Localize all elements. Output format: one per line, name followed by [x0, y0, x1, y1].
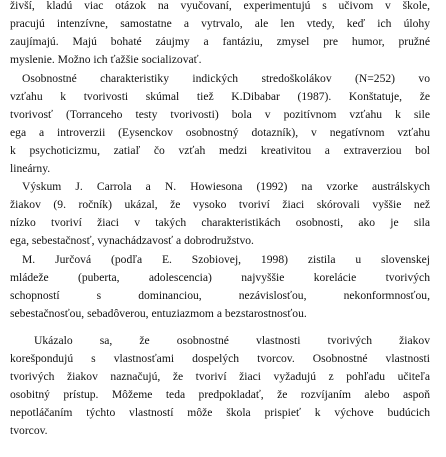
text-line: lineárny. [10, 162, 51, 175]
text-line: schopností s dominanciou, nezávislosťou, nekonformnosťou, [10, 289, 430, 302]
text-line: pracujú intenzívne, samostatne a vytrvalo, ale len vtedy, keď ich úlohy [10, 17, 430, 30]
paragraph-start-line: Výskum J. Carrola a N. Howiesona (1992) na vzorke austrálskych [22, 180, 430, 193]
text-line: k psychoticizmu, zatiaľ čo vzťah medzi kreativitou a extraverziou bol [10, 144, 430, 157]
text-line: osobitný prístup. Môžeme teda predpokladať, že rozvíjaním alebo aspoň [10, 388, 430, 401]
text-line: korešpondujú s vlastnosťami dospelých tvorcov. Osobnostné vlastnosti [10, 352, 430, 365]
text-line: myslenie. Možno ich ťažšie socializovať. [10, 53, 202, 66]
paragraph-start-line: Ukázalo sa, že osobnostné vlastnosti tvorivých žiakov [34, 334, 430, 347]
paragraph-start-line: Osobnostné charakteristiky indických stredoškolákov (N=252) vo [22, 72, 430, 85]
text-line: žiakov (9. ročník) ukázal, že vysoko tvoriví žiaci skórovali vyššie než [10, 198, 430, 211]
text-line: nízko tvoriví žiaci v takých charakteristikách osobnosti, ako je sila [10, 216, 430, 229]
text-line: mládeže (puberta, adolescencia) najvyššie korelácie tvorivých [10, 271, 430, 284]
paragraph-start-line: M. Jurčová (podľa E. Szobiovej, 1998) zistila u slovenskej [22, 253, 430, 266]
text-line: ega, sebestačnosť, vynachádzavosť a dobrodružstvo. [10, 234, 254, 247]
text-line: tvorivosť (Torranceho testy tvorivosti) bola v pozitívnom vzťahu k sile [10, 108, 430, 121]
text-line: vzťahu k tvorivosti skúmal tiež K.Dibabar (1987). Konštatuje, že [10, 90, 430, 103]
text-line: ega a introverzii (Eysenckov osobnostný dotazník), v negatívnom vzťahu [10, 126, 430, 139]
text-line: sebestačnosťou, sebadôverou, entuziazmom a bezstarostnosťou. [10, 307, 307, 320]
text-line: živší, kladú viac otázok na vyučovaní, experimentujú s učivom v škole, [10, 0, 430, 12]
text-line: tvorcov. [10, 424, 48, 437]
text-line: nepotláčaním týchto vlastností môže škola prispieť k výchove budúcich [10, 406, 430, 419]
text-line: tvorivých žiakov naznačujú, že tvoriví žiaci vyžadujú z pohľadu učiteľa [10, 370, 430, 383]
text-line: zaujímajú. Majú bohaté záujmy a fantáziu, zmysel pre humor, pružné [10, 35, 430, 48]
